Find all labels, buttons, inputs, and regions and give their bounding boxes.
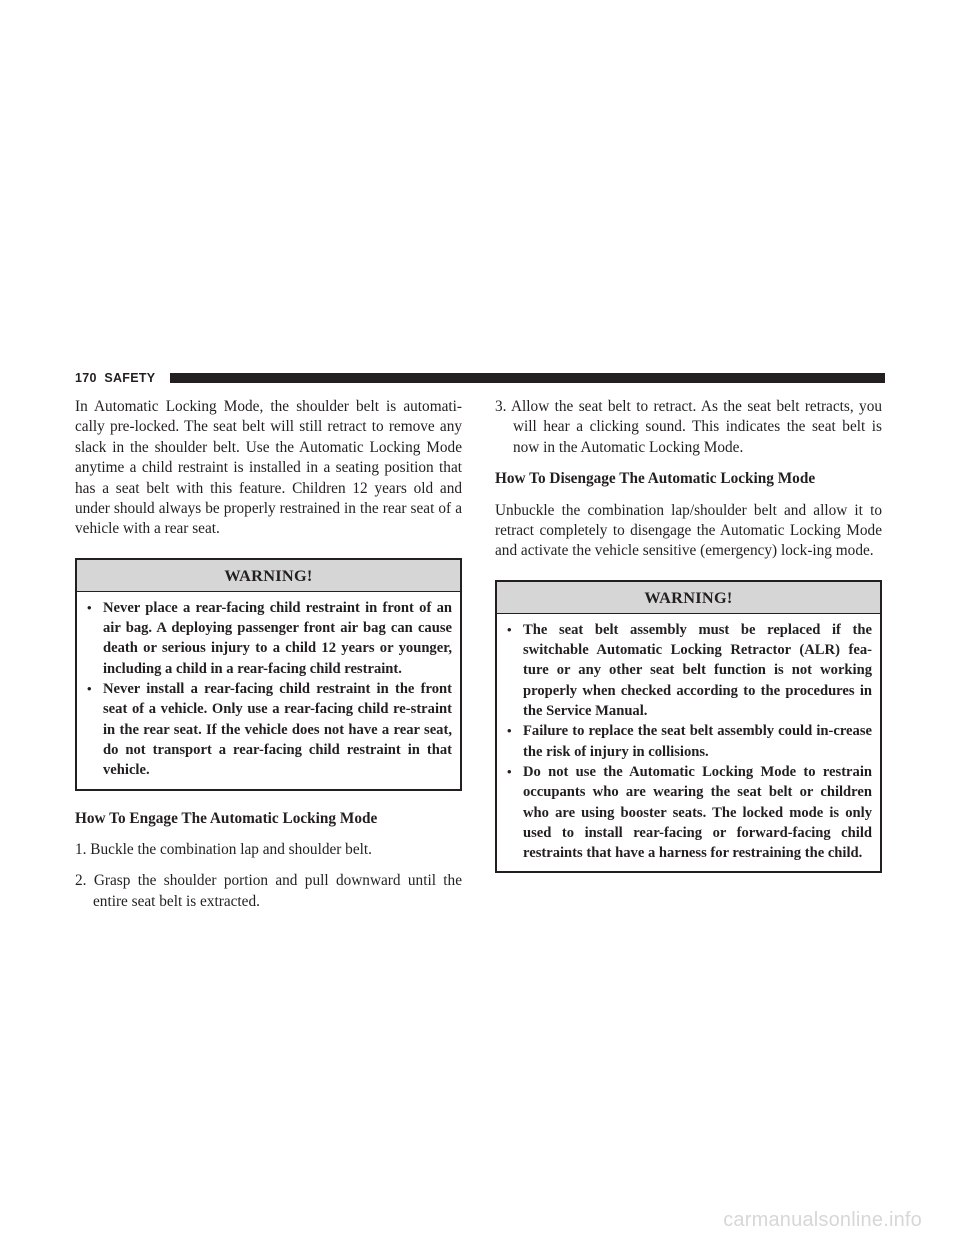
warning-item-text: The seat belt assembly must be replaced if the switchable Automatic Locking Retractor (ALR) fea-ture or any other seat belt function is not working properly when checked according to the procedures in the Service Manual. xyxy=(523,621,872,720)
left-column xyxy=(75,397,462,923)
warning-item xyxy=(505,721,872,762)
header-rule xyxy=(170,373,885,383)
warning-box-right xyxy=(495,580,882,874)
warning-title: WARNING! xyxy=(77,560,460,592)
warning-item-text: Failure to replace the seat belt assembly could in-crease the risk of injury in collisions. xyxy=(523,723,872,760)
right-column xyxy=(495,397,882,891)
bullet-icon: • xyxy=(507,763,512,779)
bullet-icon: • xyxy=(87,599,92,615)
bullet-icon: • xyxy=(507,723,512,739)
intro-paragraph: In Automatic Locking Mode, the shoulder belt is automati-cally pre-locked. The seat belt will still retract to remove any slack in the shoulder belt. Use the Automatic Locking Mode anytime a child restraint is installed in a seating position that has a seat belt with this feature. Children 12 years old and under should always be properly restrained in the rear seat of a vehicle with a rear seat. xyxy=(75,398,462,538)
warning-list xyxy=(497,614,880,872)
warning-item-text: Do not use the Automatic Locking Mode to restrain occupants who are wearing the seat belt or children who are using booster seats. The locked mode is only used to install rear-facing or forward-facing child restraints that have a harness for restraining the child. xyxy=(523,763,872,862)
step-item: 1. Buckle the combination lap and shoulder belt. xyxy=(75,840,372,858)
warning-item-text: Never install a rear-facing child restraint in the front seat of a vehicle. Only use a rear-facing child re-straint in the rear seat. If the vehicle does not have a rear seat, do not transport a rear-facing child restraint in that vehicle. xyxy=(103,681,452,779)
watermark: carmanualsonline.info xyxy=(723,1209,922,1231)
warning-item xyxy=(85,679,452,780)
step-item: 3. Allow the seat belt to retract. As the seat belt retracts, you will hear a clicking sound. This indicates the seat belt is now in the Automatic Locking Mode. xyxy=(495,398,882,456)
engage-heading: How To Engage The Automatic Locking Mode xyxy=(75,809,378,827)
warning-item-text: Never place a rear-facing child restraint in front of an air bag. A deploying passenger front air bag can cause death or serious injury to a child 12 years or younger, including a child in a rear-facing child restraint. xyxy=(103,599,452,677)
page-header-label xyxy=(75,370,155,386)
warning-item xyxy=(505,620,872,721)
disengage-heading: How To Disengage The Automatic Locking Mode xyxy=(495,470,816,488)
warning-title: WARNING! xyxy=(497,582,880,614)
disengage-paragraph: Unbuckle the combination lap/shoulder belt and allow it to retract completely to disengage the Automatic Locking Mode and activate the vehicle sensitive (emergency) lock-ing mode. xyxy=(495,501,882,560)
section-title: SAFETY xyxy=(104,371,156,385)
warning-list xyxy=(77,592,460,789)
bullet-icon: • xyxy=(87,681,92,697)
step-item: 2. Grasp the shoulder portion and pull downward until the entire seat belt is extracted. xyxy=(75,872,462,910)
bullet-icon: • xyxy=(507,621,512,637)
warning-item xyxy=(85,598,452,679)
page-header xyxy=(75,370,885,386)
warning-item xyxy=(505,762,872,863)
page-number: 170 xyxy=(75,371,97,385)
warning-box-left xyxy=(75,558,462,791)
